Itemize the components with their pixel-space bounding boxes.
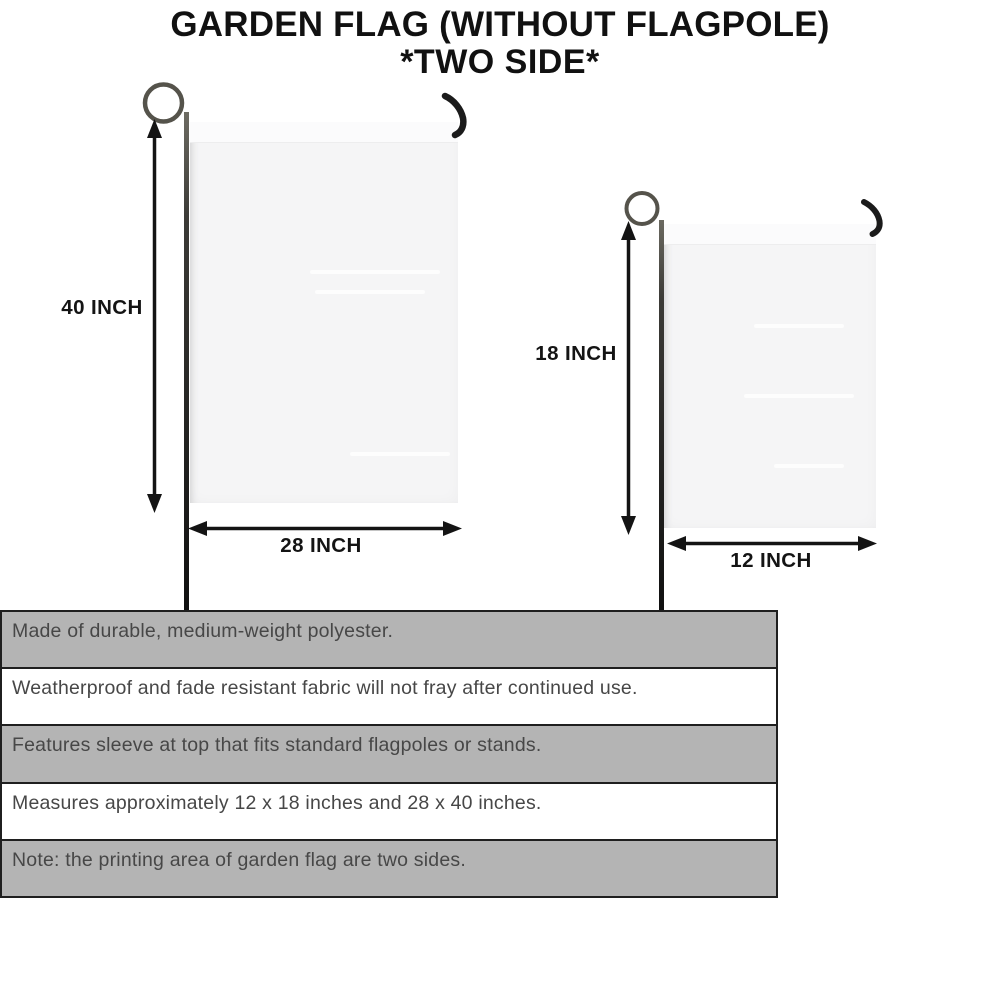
flag-large — [190, 122, 458, 503]
feature-row-measures: Measures approximately 12 x 18 inches and 28 x 40 inches. — [2, 782, 776, 839]
height-arrow-small — [621, 221, 636, 535]
flag-fold-line — [315, 290, 425, 294]
flag-large-sleeve — [190, 122, 458, 143]
title-line-1: GARDEN FLAG (WITHOUT FLAGPOLE) — [170, 5, 830, 44]
width-label-small: 12 INCH — [730, 549, 812, 572]
width-label-large: 28 INCH — [280, 534, 362, 557]
feature-row-sleeve: Features sleeve at top that fits standard flagpoles or stands. — [2, 724, 776, 781]
flag-fold-line — [744, 394, 854, 398]
feature-row-note: Note: the printing area of garden flag are two sides. — [2, 839, 776, 896]
height-label-large: 40 INCH — [61, 296, 143, 319]
flag-small-sleeve — [664, 224, 876, 245]
feature-row-material: Made of durable, medium-weight polyester. — [2, 612, 776, 667]
flag-fold-line — [350, 452, 450, 456]
flagpole-loop-large — [145, 85, 182, 122]
flag-small — [664, 224, 876, 528]
features-table — [0, 610, 778, 898]
flag-fold-line — [754, 324, 844, 328]
flag-fold-line — [310, 270, 440, 274]
flagpole-loop-small — [627, 193, 658, 224]
title-line-2: *TWO SIDE* — [400, 43, 600, 81]
height-label-small: 18 INCH — [535, 342, 617, 365]
page-title — [0, 6, 1000, 80]
feature-row-weatherproof: Weatherproof and fade resistant fabric will not fray after continued use. — [2, 667, 776, 724]
flag-fold-line — [774, 464, 844, 468]
